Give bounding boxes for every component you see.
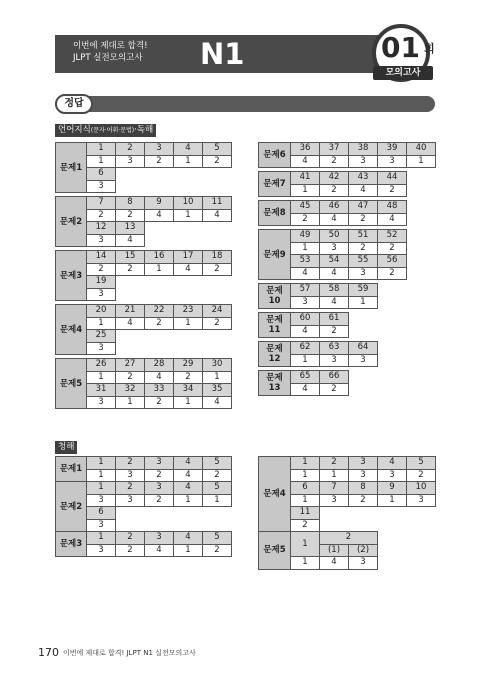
subtitle-line-2: JLPT 실전모의고사 bbox=[73, 53, 143, 63]
question-number: 11 bbox=[203, 197, 232, 210]
question-number: 10 bbox=[407, 482, 436, 495]
answer-cell: 4 bbox=[116, 317, 145, 330]
answer-cell: 4 bbox=[291, 383, 320, 396]
answer-heading-bar bbox=[55, 96, 435, 112]
section-title-listening: 청해 bbox=[55, 441, 77, 454]
answer-cell: 3 bbox=[87, 342, 116, 355]
problem-label: 문제6 bbox=[259, 143, 291, 168]
question-number: 5 bbox=[203, 143, 232, 156]
table-row bbox=[56, 305, 232, 318]
question-number: 6 bbox=[87, 168, 116, 181]
subtitle-line-1: 이번에 제대로 합격! bbox=[73, 41, 148, 51]
answer-cell: 2 bbox=[407, 469, 436, 482]
answer-cell: 2 bbox=[320, 184, 349, 197]
answer-cell: 1 bbox=[174, 317, 203, 330]
problem-label: 문제2 bbox=[56, 482, 87, 532]
section-title-main: 언어지식 bbox=[58, 125, 91, 135]
answer-cell: 1 bbox=[291, 557, 320, 570]
question-number: 12 bbox=[87, 222, 116, 235]
question-number: 6 bbox=[87, 507, 116, 520]
round-label: 모의고사 bbox=[373, 66, 433, 80]
table-row bbox=[56, 143, 232, 156]
question-number: 5 bbox=[203, 532, 232, 545]
question-number: 7 bbox=[320, 482, 349, 495]
answer-cell: 2 bbox=[145, 317, 174, 330]
question-number: 55 bbox=[349, 255, 378, 268]
answer-cell: 1 bbox=[291, 494, 320, 507]
answer-cell: 2 bbox=[203, 317, 232, 330]
question-number: 36 bbox=[291, 143, 320, 156]
answer-cell: 4 bbox=[349, 184, 378, 197]
question-number: 5 bbox=[203, 482, 232, 495]
answer-cell: 2 bbox=[145, 469, 174, 482]
answer-cell: 1 bbox=[87, 469, 116, 482]
answer-cell: 3 bbox=[116, 469, 145, 482]
answer-cell: 4 bbox=[291, 155, 320, 168]
section-title-tail: ·독해 bbox=[134, 125, 154, 135]
answer-cell: 4 bbox=[203, 209, 232, 222]
section-title-small: (문자·어휘·문법) bbox=[90, 127, 135, 134]
question-number: 1 bbox=[87, 482, 116, 495]
question-number: 5 bbox=[407, 457, 436, 470]
answer-cell: 4 bbox=[291, 325, 320, 338]
answer-table-left bbox=[55, 142, 232, 409]
answer-cell: 3 bbox=[320, 354, 349, 367]
question-number: 40 bbox=[407, 143, 436, 156]
answer-cell: 2 bbox=[320, 155, 349, 168]
table-row bbox=[259, 172, 436, 185]
problem-label: 문제2 bbox=[56, 197, 87, 247]
question-number: 3 bbox=[145, 457, 174, 470]
answer-cell: 4 bbox=[320, 267, 349, 280]
answer-cell: 4 bbox=[174, 263, 203, 276]
table-row bbox=[259, 143, 436, 156]
answer-cell: 1 bbox=[203, 494, 232, 507]
answer-cell: 2 bbox=[203, 263, 232, 276]
problem-label: 문제1 bbox=[56, 143, 87, 193]
answer-cell: 3 bbox=[87, 396, 116, 409]
answer-cell: 1 bbox=[174, 544, 203, 557]
question-number: 1 bbox=[291, 532, 320, 557]
question-number: 63 bbox=[320, 342, 349, 355]
answer-cell: 4 bbox=[320, 213, 349, 226]
question-number: 8 bbox=[349, 482, 378, 495]
question-number: 16 bbox=[145, 251, 174, 264]
answer-cell: 2 bbox=[349, 213, 378, 226]
question-number: 10 bbox=[174, 197, 203, 210]
answer-cell: 4 bbox=[116, 234, 145, 247]
answer-cell: 2 bbox=[378, 242, 407, 255]
answer-cell: 1 bbox=[116, 396, 145, 409]
question-number: 51 bbox=[349, 230, 378, 243]
answer-cell: 1 bbox=[291, 354, 320, 367]
answer-cell: 2 bbox=[349, 494, 378, 507]
answer-cell: 2 bbox=[116, 544, 145, 557]
problem-label: 문제3 bbox=[56, 532, 87, 557]
table-row bbox=[56, 532, 232, 545]
answer-cell: 3 bbox=[87, 494, 116, 507]
question-number: 29 bbox=[174, 359, 203, 372]
question-number: 6 bbox=[291, 482, 320, 495]
answer-cell: 3 bbox=[349, 469, 378, 482]
answer-cell: 4 bbox=[203, 396, 232, 409]
question-number: 46 bbox=[320, 201, 349, 214]
answer-cell: 3 bbox=[116, 155, 145, 168]
sub-question-number: (1) bbox=[320, 544, 349, 557]
question-number: 20 bbox=[87, 305, 116, 318]
question-number: 62 bbox=[291, 342, 320, 355]
question-number: 52 bbox=[378, 230, 407, 243]
answer-table-right bbox=[258, 142, 436, 396]
answer-cell: 2 bbox=[145, 396, 174, 409]
question-number: 26 bbox=[87, 359, 116, 372]
question-number: 59 bbox=[349, 284, 378, 297]
table-row bbox=[259, 313, 436, 326]
question-number: 61 bbox=[320, 313, 349, 326]
question-number: 3 bbox=[145, 532, 174, 545]
answer-cell: 3 bbox=[349, 267, 378, 280]
problem-label: 문제8 bbox=[259, 201, 291, 226]
answer-cell: 1 bbox=[174, 155, 203, 168]
question-number: 38 bbox=[349, 143, 378, 156]
question-number: 1 bbox=[87, 532, 116, 545]
answer-cell: 1 bbox=[174, 209, 203, 222]
answer-cell: 3 bbox=[87, 180, 116, 193]
question-number: 1 bbox=[87, 143, 116, 156]
answer-cell: 3 bbox=[349, 155, 378, 168]
question-number: 28 bbox=[145, 359, 174, 372]
section-title-language bbox=[55, 124, 156, 137]
question-number: 39 bbox=[378, 143, 407, 156]
listening-table-left bbox=[55, 456, 232, 557]
question-number: 27 bbox=[116, 359, 145, 372]
header-subtitle bbox=[73, 40, 148, 64]
table-row bbox=[259, 230, 436, 243]
answer-cell: 1 bbox=[87, 155, 116, 168]
table-row bbox=[259, 371, 436, 384]
question-number: 1 bbox=[87, 457, 116, 470]
answer-cell: 4 bbox=[145, 544, 174, 557]
question-number: 66 bbox=[320, 371, 349, 384]
answer-cell: 1 bbox=[291, 469, 320, 482]
question-number: 49 bbox=[291, 230, 320, 243]
question-number: 23 bbox=[174, 305, 203, 318]
answer-cell: 2 bbox=[116, 209, 145, 222]
question-number: 35 bbox=[203, 384, 232, 397]
question-number: 8 bbox=[116, 197, 145, 210]
table-row bbox=[56, 457, 232, 470]
answer-cell: 2 bbox=[320, 325, 349, 338]
question-number: 44 bbox=[378, 172, 407, 185]
answer-cell: 1 bbox=[320, 469, 349, 482]
question-number: 4 bbox=[174, 143, 203, 156]
question-number: 25 bbox=[87, 330, 116, 343]
answer-cell: 3 bbox=[378, 469, 407, 482]
question-number: 3 bbox=[349, 457, 378, 470]
answer-cell: 2 bbox=[349, 242, 378, 255]
question-number: 50 bbox=[320, 230, 349, 243]
question-number: 37 bbox=[320, 143, 349, 156]
answer-cell: 1 bbox=[203, 371, 232, 384]
level-title: N1 bbox=[200, 37, 245, 71]
problem-label: 문제4 bbox=[56, 305, 87, 355]
question-number: 58 bbox=[320, 284, 349, 297]
answer-cell: 2 bbox=[116, 263, 145, 276]
answer-cell: 3 bbox=[407, 494, 436, 507]
question-number: 9 bbox=[145, 197, 174, 210]
problem-label: 문제 10 bbox=[259, 284, 291, 309]
answer-cell: 2 bbox=[203, 469, 232, 482]
table-row bbox=[259, 284, 436, 297]
table-row bbox=[259, 342, 436, 355]
question-number: 31 bbox=[87, 384, 116, 397]
problem-label: 문제 12 bbox=[259, 342, 291, 367]
answer-cell: 3 bbox=[87, 519, 116, 532]
answer-cell: 1 bbox=[145, 263, 174, 276]
answer-cell: 1 bbox=[378, 494, 407, 507]
question-number: 14 bbox=[87, 251, 116, 264]
answer-cell: 1 bbox=[87, 371, 116, 384]
round-number: 01 bbox=[381, 31, 420, 64]
question-number: 7 bbox=[87, 197, 116, 210]
answer-cell: 4 bbox=[145, 371, 174, 384]
question-number: 3 bbox=[145, 482, 174, 495]
answer-cell: 2 bbox=[378, 267, 407, 280]
question-number: 65 bbox=[291, 371, 320, 384]
answer-cell: 1 bbox=[291, 242, 320, 255]
answer-cell: 3 bbox=[349, 354, 378, 367]
answer-cell: 3 bbox=[320, 242, 349, 255]
page-number: 170 bbox=[38, 646, 59, 659]
question-number: 2 bbox=[116, 143, 145, 156]
question-number: 21 bbox=[116, 305, 145, 318]
problem-label: 문제3 bbox=[56, 251, 87, 301]
answer-cell: 2 bbox=[203, 155, 232, 168]
table-row bbox=[56, 197, 232, 210]
answer-cell: 2 bbox=[145, 155, 174, 168]
answer-cell: 2 bbox=[320, 383, 349, 396]
answer-cell: 1 bbox=[87, 317, 116, 330]
question-number: 2 bbox=[116, 457, 145, 470]
question-number: 48 bbox=[378, 201, 407, 214]
question-number: 4 bbox=[174, 532, 203, 545]
problem-label: 문제7 bbox=[259, 172, 291, 197]
answer-cell: 2 bbox=[291, 519, 320, 532]
table-row bbox=[259, 532, 436, 545]
question-number: 3 bbox=[145, 143, 174, 156]
answer-heading: 정답 bbox=[55, 94, 93, 114]
question-number: 17 bbox=[174, 251, 203, 264]
answer-cell: 2 bbox=[174, 371, 203, 384]
table-row bbox=[56, 359, 232, 372]
question-number: 43 bbox=[349, 172, 378, 185]
problem-label: 문제 11 bbox=[259, 313, 291, 338]
question-number: 19 bbox=[87, 276, 116, 289]
answer-cell: 3 bbox=[87, 544, 116, 557]
answer-cell: 4 bbox=[174, 469, 203, 482]
table-row bbox=[56, 251, 232, 264]
answer-cell: 3 bbox=[349, 557, 378, 570]
answer-cell: 2 bbox=[145, 494, 174, 507]
problem-label: 문제5 bbox=[259, 532, 291, 570]
question-number: 4 bbox=[378, 457, 407, 470]
answer-cell: 4 bbox=[320, 296, 349, 309]
answer-cell: 1 bbox=[407, 155, 436, 168]
question-number: 2 bbox=[116, 482, 145, 495]
table-row bbox=[56, 482, 232, 495]
answer-cell: 2 bbox=[378, 184, 407, 197]
answer-cell: 4 bbox=[320, 557, 349, 570]
question-number: 41 bbox=[291, 172, 320, 185]
answer-cell: 3 bbox=[291, 296, 320, 309]
answer-cell: 1 bbox=[174, 396, 203, 409]
question-number: 4 bbox=[174, 457, 203, 470]
answer-cell: 1 bbox=[349, 296, 378, 309]
problem-label: 문제 13 bbox=[259, 371, 291, 396]
listening-table-right bbox=[258, 456, 436, 570]
problem-label: 문제4 bbox=[259, 457, 291, 532]
question-number: 13 bbox=[116, 222, 145, 235]
answer-cell: 2 bbox=[116, 371, 145, 384]
question-number: 57 bbox=[291, 284, 320, 297]
question-number: 32 bbox=[116, 384, 145, 397]
answer-cell: 3 bbox=[87, 288, 116, 301]
problem-label: 문제5 bbox=[56, 359, 87, 409]
question-number: 15 bbox=[116, 251, 145, 264]
question-number: 42 bbox=[320, 172, 349, 185]
question-number: 30 bbox=[203, 359, 232, 372]
question-number: 9 bbox=[378, 482, 407, 495]
table-row bbox=[259, 457, 436, 470]
question-number: 11 bbox=[291, 507, 320, 520]
question-number: 45 bbox=[291, 201, 320, 214]
table-row bbox=[259, 201, 436, 214]
question-number: 2 bbox=[116, 532, 145, 545]
answer-cell: 3 bbox=[378, 155, 407, 168]
sub-question-number: (2) bbox=[349, 544, 378, 557]
question-number: 54 bbox=[320, 255, 349, 268]
question-number: 2 bbox=[320, 532, 378, 545]
answer-cell: 3 bbox=[87, 234, 116, 247]
question-number: 53 bbox=[291, 255, 320, 268]
question-number: 5 bbox=[203, 457, 232, 470]
problem-label: 문제1 bbox=[56, 457, 87, 482]
footer-book-title: 이번에 제대로 합격! JLPT N1 실전모의고사 bbox=[63, 649, 196, 657]
header-banner bbox=[55, 35, 385, 73]
question-number: 18 bbox=[203, 251, 232, 264]
round-suffix: 회 bbox=[424, 42, 435, 55]
question-number: 56 bbox=[378, 255, 407, 268]
question-number: 64 bbox=[349, 342, 378, 355]
question-number: 60 bbox=[291, 313, 320, 326]
question-number: 33 bbox=[145, 384, 174, 397]
answer-cell: 3 bbox=[320, 494, 349, 507]
question-number: 47 bbox=[349, 201, 378, 214]
answer-cell: 4 bbox=[291, 267, 320, 280]
question-number: 4 bbox=[174, 482, 203, 495]
answer-cell: 4 bbox=[378, 213, 407, 226]
question-number: 34 bbox=[174, 384, 203, 397]
question-number: 2 bbox=[320, 457, 349, 470]
question-number: 22 bbox=[145, 305, 174, 318]
answer-cell: 2 bbox=[203, 544, 232, 557]
answer-cell: 2 bbox=[87, 263, 116, 276]
answer-cell: 2 bbox=[87, 209, 116, 222]
answer-cell: 1 bbox=[291, 184, 320, 197]
answer-cell: 4 bbox=[145, 209, 174, 222]
question-number: 1 bbox=[291, 457, 320, 470]
answer-cell: 1 bbox=[174, 494, 203, 507]
answer-cell: 3 bbox=[116, 494, 145, 507]
question-number: 24 bbox=[203, 305, 232, 318]
problem-label: 문제9 bbox=[259, 230, 291, 280]
answer-cell: 2 bbox=[291, 213, 320, 226]
